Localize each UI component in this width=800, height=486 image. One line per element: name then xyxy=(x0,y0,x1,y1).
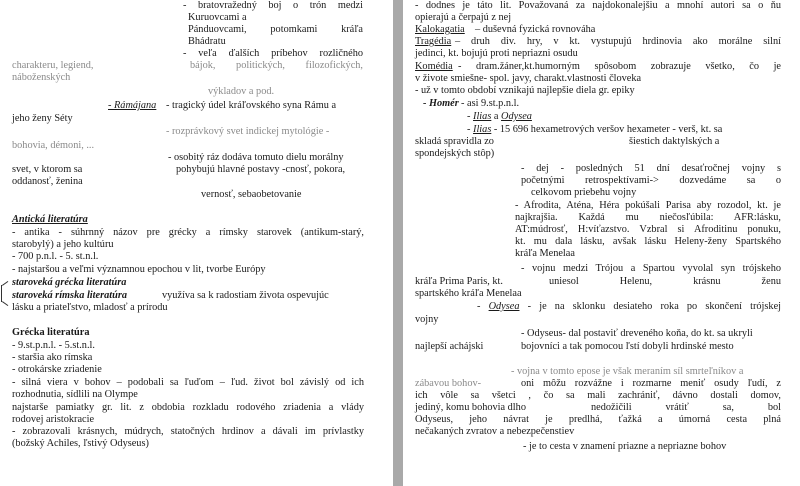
text-line: – druh div. hry, v kt. vystupujú hrdinovia ako morálne silní xyxy=(455,36,781,47)
text-line: - 700 p.n.l. - 5. st.n.l. xyxy=(12,251,99,262)
text-line: ich vôle sa všetci , čo sa mali zachrániť, dávno dostali domov, xyxy=(415,390,781,401)
text-line xyxy=(467,124,722,136)
text-line: Pánduovcami, potomkami kráľa xyxy=(188,24,363,35)
text-line: - Afrodita, Aténa, Héra pokúšali Parisa aby rozodol, kt. je xyxy=(515,200,781,211)
text-line: bojovníci a tak pomocou ľstí dobyli hrdinské mesto xyxy=(521,341,734,352)
text-line: AT:múdrosť, H:víťazstvo. Vzbral si Afroditinu ponuku, xyxy=(515,224,781,235)
text-span: - xyxy=(477,301,489,312)
term-tragedia: Tragédia xyxy=(415,36,452,47)
section-heading-antika: Antická literatúra xyxy=(12,214,88,225)
text-line: náboženských xyxy=(12,72,71,83)
text-line: šiestich daktylských a xyxy=(629,136,720,147)
text-line xyxy=(477,301,781,313)
text-line: - tragický údel kráľovského syna Rámu a xyxy=(166,100,337,111)
text-line: v živote smiešne- spol. javy, charakt.vlastnosti človeka xyxy=(415,73,642,84)
text-line: spondejských stôp) xyxy=(415,148,495,159)
text-line: svet, v ktorom sa xyxy=(12,164,83,175)
text-line: nedožičili vrátiť sa, bol xyxy=(591,402,781,413)
text-line: - dram.žáner,kt.humorným spôsobom zobrazuje všetko, čo je xyxy=(458,61,781,72)
text-line: rozhodnutia, sídlili na Olympe xyxy=(12,389,138,400)
text-line: oni môžu rozvážne i rozmarne meniť osudy ľudí, z xyxy=(521,378,781,389)
text-line: najkrajšia. Každá mu niečosľúbila: AFR:lásku, xyxy=(515,212,781,223)
term-komedia: Komédia xyxy=(415,61,453,72)
text-line: - staršia ako rímska xyxy=(12,352,93,363)
text-line: využíva sa k radostiam života ospevujúc xyxy=(162,290,329,301)
text-line: – duševná fyzická rovnováha xyxy=(475,24,596,35)
text-line: lásku a priateľstvo, mladosť a prírodu xyxy=(12,302,168,313)
text-line: - Odyseus- dal postaviť dreveného koňa, do kt. sa ukryli xyxy=(521,328,753,339)
text-line: Kuruovcami a xyxy=(188,12,247,23)
text-line: jeho ženy Séty xyxy=(12,113,73,124)
text-line: - dodnes je táto lit. Považovaná za najdokonalejšiu a mnohí autori sa o ňu xyxy=(415,0,781,11)
text-span: - xyxy=(467,124,474,135)
text-line: - je to cesta v znamení priazne a nepriazne bohov xyxy=(523,441,727,452)
text-line: staroveká rímska literatúra xyxy=(12,290,127,301)
text-line: bohovia, démoni, ... xyxy=(12,140,95,151)
text-line: Odyseus, jeho návrat je predlhá, ťažká a úmorná cesta plná xyxy=(415,414,781,425)
title-ilias: Ilias xyxy=(473,111,492,122)
text-line: - 9.st.p.n.l. - 5.st.n.l. xyxy=(12,340,95,351)
text-line: - najstaršou a veľmi významnou epochou v lit, tvorbe Európy xyxy=(12,264,266,275)
text-line: jedinci, kt. bojujú proti nepriazni osudu xyxy=(415,48,578,59)
text-line: početnými retrospektívami-> dozvedáme sa o xyxy=(521,175,781,186)
text-line: - dej - posledných 51 dní desaťročnej vojny s xyxy=(521,163,781,174)
text-line: bájok, politických, filozofických, xyxy=(190,60,363,71)
text-line: - bratovražedný boj o trón medzi xyxy=(183,0,363,11)
text-line: - Rámájana xyxy=(108,100,157,111)
text-line: opierajú a čerpajú z nej xyxy=(415,12,512,23)
text-line: Bhádratu xyxy=(188,36,226,47)
text-line: (božský Achiles, ľstivý Odyseus) xyxy=(12,438,149,449)
text-line: rodovej aristokracie xyxy=(12,414,95,425)
text-line: nečakaných zvratov a nebezpečenstiev xyxy=(415,426,575,437)
text-line: najlepší achájski xyxy=(415,341,484,352)
text-line: - zobrazovali krásnych, múdrych, statočných hrdinov a dávali im prívlastky xyxy=(12,426,364,437)
text-line: staroveká grécka literatúra xyxy=(12,277,127,288)
text-line: - vojnu medzi Trójou a Spartou vyvolal syn trójskeho xyxy=(521,263,781,274)
bracket-mark xyxy=(1,285,9,302)
text-line: kráľa Prima Paris, kt. xyxy=(415,276,503,287)
text-line: - Homér xyxy=(423,98,459,109)
document-page-left xyxy=(0,0,393,486)
text-line: - vojna v tomto epose je však meraním síl smrteľníkov a xyxy=(511,366,744,377)
text-line: - osobitý ráz dodáva tomuto dielu morálny xyxy=(168,152,344,163)
text-line: starobylý) a jeho kultúru xyxy=(12,239,114,250)
text-line: oddanosť, ženina xyxy=(12,176,83,187)
text-line: skladá spravidla zo xyxy=(415,136,494,147)
text-line: - silná viera v bohov – podobali sa ľuďom – ľud. život bol závislý od ich xyxy=(12,377,364,388)
text-line: charakteru, legiend, xyxy=(12,60,94,71)
document-page-right xyxy=(403,0,800,486)
term-kalokagatia: Kalokagatia xyxy=(415,24,465,35)
text-span: - 15 696 hexametrových veršov hexameter - verš, kt. sa xyxy=(491,124,723,135)
text-line: najstarše pamiatky gr. lit. z obdobia rozkladu rodového zriadenia a vlády xyxy=(12,402,364,413)
text-line: - veľa ďalších príbehov rozličného xyxy=(183,48,363,59)
text-line: vernosť, sebaobetovanie xyxy=(201,189,302,200)
text-line: uniesol Helenu, krásnu ženu xyxy=(549,276,781,287)
text-line xyxy=(467,111,532,123)
title-ilias: Ilias xyxy=(473,124,492,135)
text-line: celkovom priebehu vojny xyxy=(531,187,637,198)
text-line: - antika - súhrnný názov pre grécky a rímsky starovek (antikum-starý, xyxy=(12,227,364,238)
section-heading-grecka: Grécka literatúra xyxy=(12,327,90,338)
text-line: - otrokárske zriadenie xyxy=(12,364,102,375)
title-odysea: Odysea xyxy=(501,111,532,122)
text-line: jediný, komu bohovia dlho xyxy=(415,402,526,413)
text-line: zábavou bohov- xyxy=(415,378,482,389)
text-line: kt. mu dala lásku, avšak lásku Heleny-ženy Spartského xyxy=(515,236,781,247)
text-line: spartského kráľa Menelaa xyxy=(415,288,522,299)
text-span: a xyxy=(491,111,502,122)
text-line: pohybujú hlavné postavy -cnosť, pokora, xyxy=(176,164,346,175)
text-line: vojny xyxy=(415,314,439,325)
text-line: kráľa Menelaa xyxy=(515,248,575,259)
text-span: - je na sklonku desiateho roka po skončení trójskej xyxy=(519,301,781,312)
text-line: - rozprávkový svet indickej mytológie - xyxy=(166,126,330,137)
text-span: - xyxy=(467,111,474,122)
text-line: výkladov a pod. xyxy=(208,86,275,97)
title-odysea: Odysea xyxy=(488,301,520,312)
text-line: - asi 9.st.p.n.l. xyxy=(461,98,520,109)
text-line: - už v tomto období vznikajú najlepšie diela gr. epiky xyxy=(415,85,635,96)
